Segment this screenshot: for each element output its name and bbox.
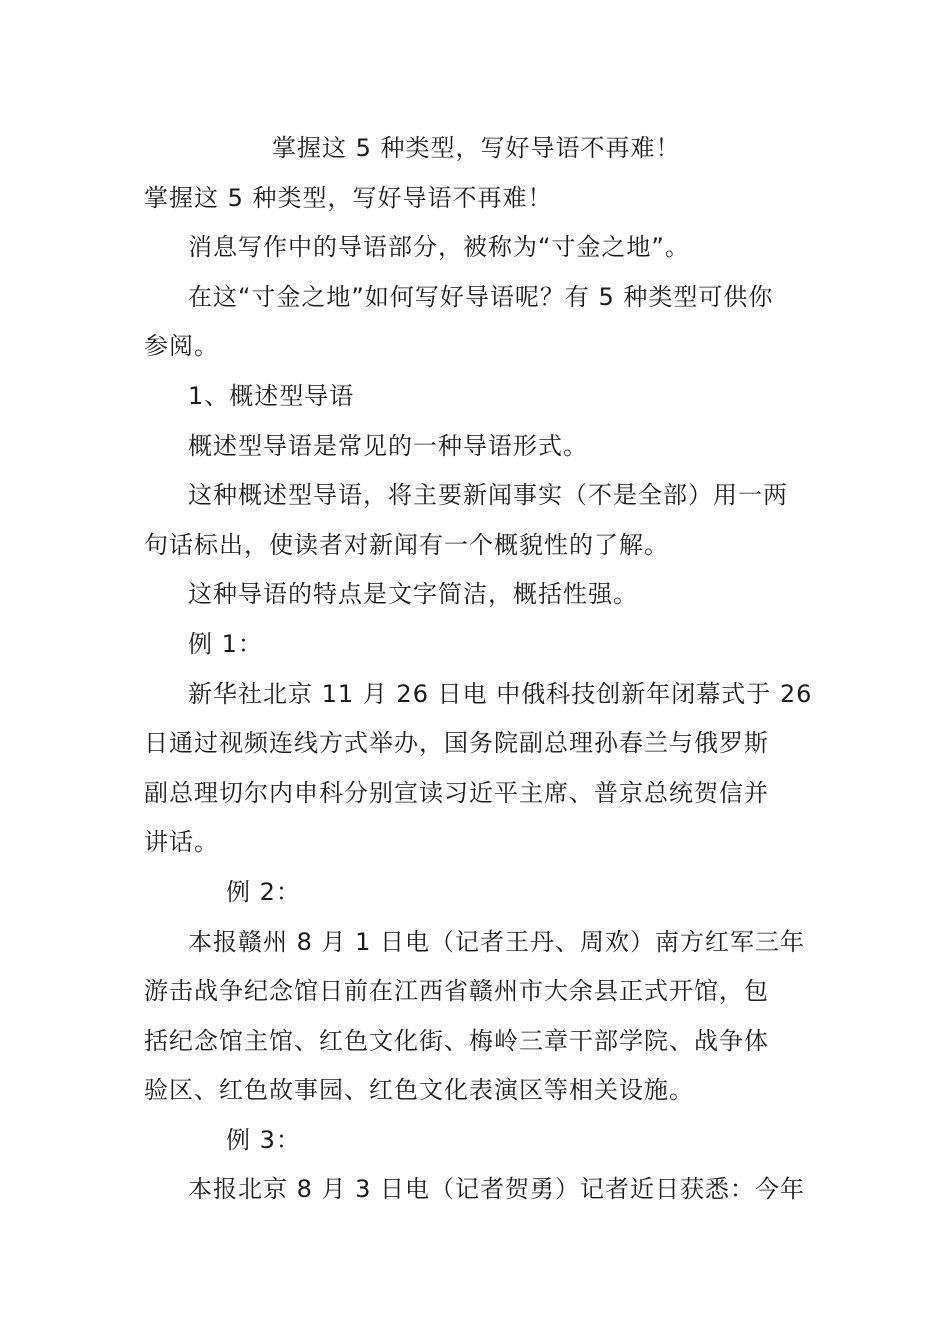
text-line: 这种概述型导语，将主要新闻事实（不是全部）用一两 (188, 481, 788, 510)
text-line: 1、概述型导语 (188, 381, 355, 410)
text-line: 新华社北京 11 月 26 日电 中俄科技创新年闭幕式于 26 (188, 679, 813, 708)
text-line: 游击战争纪念馆日前在江西省赣州市大余县正式开馆，包 (144, 977, 769, 1006)
text-line: 本报赣州 8 月 1 日电（记者王丹、周欢）南方红军三年 (188, 927, 806, 956)
document-title: 掌握这 5 种类型，写好导语不再难！ (272, 134, 681, 162)
text-line: 句话标出，使读者对新闻有一个概貌性的了解。 (144, 530, 669, 559)
text-line: 参阅。 (144, 332, 219, 361)
text-line: 掌握这 5 种类型，写好导语不再难！ (144, 183, 553, 212)
text-line: 副总理切尔内申科分别宣读习近平主席、普京总统贺信并 (144, 778, 769, 807)
text-line: 在这“寸金之地”如何写好导语呢？有 5 种类型可供你 (188, 282, 774, 311)
text-line: 例 3： (226, 1125, 301, 1154)
text-line: 例 1： (188, 629, 263, 658)
text-line: 概述型导语是常见的一种导语形式。 (188, 431, 588, 460)
text-line: 括纪念馆主馆、红色文化街、梅岭三章干部学院、战争体 (144, 1026, 769, 1055)
text-line: 消息写作中的导语部分，被称为“寸金之地”。 (188, 233, 690, 262)
text-line: 本报北京 8 月 3 日电（记者贺勇）记者近日获悉：今年 (188, 1175, 806, 1204)
text-line: 日通过视频连线方式举办，国务院副总理孙春兰与俄罗斯 (144, 729, 769, 758)
document-body (144, 124, 813, 1215)
text-line: 讲话。 (144, 828, 219, 857)
text-line: 验区、红色故事园、红色文化表演区等相关设施。 (144, 1076, 694, 1105)
text-line: 例 2： (226, 877, 301, 906)
text-line: 这种导语的特点是文字简洁，概括性强。 (188, 580, 638, 609)
paragraph-lines (144, 174, 813, 1215)
